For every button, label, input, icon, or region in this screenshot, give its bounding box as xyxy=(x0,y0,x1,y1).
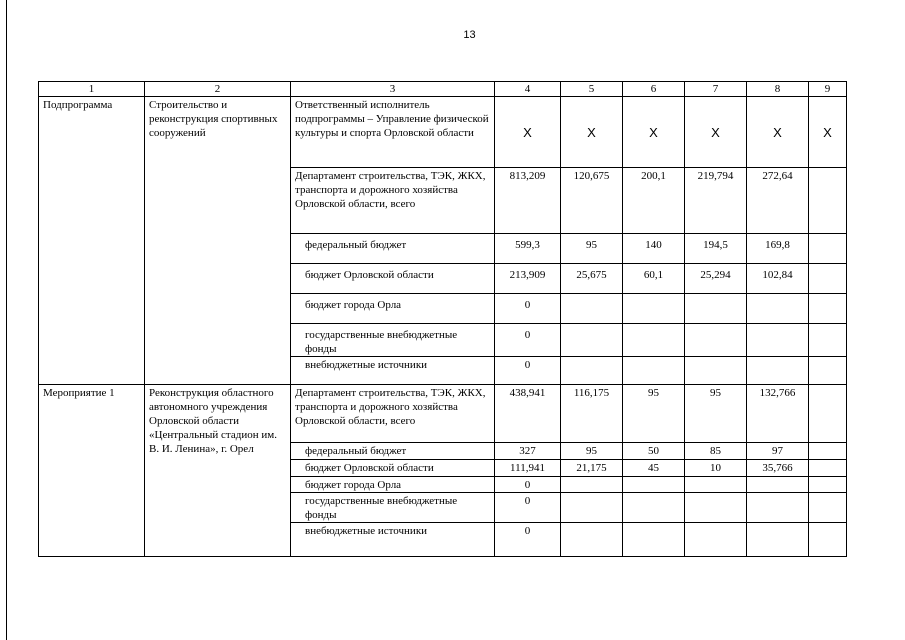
value-cell: 45 xyxy=(623,460,685,477)
value-cell xyxy=(809,523,847,557)
header-cell: 4 xyxy=(495,82,561,97)
value-cell: 132,766 xyxy=(747,385,809,443)
value-cell: 95 xyxy=(623,385,685,443)
value-cell: 194,5 xyxy=(685,234,747,264)
value-cell xyxy=(747,523,809,557)
value-cell xyxy=(809,294,847,324)
value-cell xyxy=(747,357,809,385)
value-cell: 95 xyxy=(561,234,623,264)
value-cell xyxy=(809,477,847,493)
value-cell xyxy=(809,493,847,523)
measure-label: Мероприятие 1 xyxy=(39,385,145,557)
row-name: государственные внебюджетные фонды xyxy=(291,493,495,523)
row-name: федеральный бюджет xyxy=(291,234,495,264)
header-cell: 5 xyxy=(561,82,623,97)
row-name: бюджет города Орла xyxy=(291,294,495,324)
value-cell: 0 xyxy=(495,324,561,357)
value-cell xyxy=(809,324,847,357)
header-cell: 9 xyxy=(809,82,847,97)
value-cell xyxy=(685,357,747,385)
row-name: Департамент строительства, ТЭК, ЖКХ, транспорта и дорожного хозяйства Орловской области, всего xyxy=(291,385,495,443)
header-row xyxy=(39,82,847,97)
value-cell xyxy=(747,294,809,324)
value-cell xyxy=(809,460,847,477)
value-cell: 25,294 xyxy=(685,264,747,294)
value-cell xyxy=(809,234,847,264)
row-name: внебюджетные источники xyxy=(291,523,495,557)
value-cell: 438,941 xyxy=(495,385,561,443)
value-cell xyxy=(747,493,809,523)
row-name: внебюджетные источники xyxy=(291,357,495,385)
value-cell xyxy=(561,493,623,523)
value-cell: 169,8 xyxy=(747,234,809,264)
value-cell xyxy=(809,443,847,460)
header-cell: 8 xyxy=(747,82,809,97)
measure-title: Реконструкция областного автономного учреждения Орловской области «Центральный стадион им. В. И. Ленина», г. Орел xyxy=(145,385,291,557)
subprogram-label: Подпрограмма xyxy=(39,97,145,385)
x-mark: X xyxy=(495,97,561,168)
value-cell: 60,1 xyxy=(623,264,685,294)
value-cell: 35,766 xyxy=(747,460,809,477)
value-cell xyxy=(809,357,847,385)
value-cell: 25,675 xyxy=(561,264,623,294)
value-cell xyxy=(685,523,747,557)
value-cell xyxy=(685,294,747,324)
value-cell: 85 xyxy=(685,443,747,460)
value-cell: 219,794 xyxy=(685,168,747,234)
value-cell: 116,175 xyxy=(561,385,623,443)
value-cell: 272,64 xyxy=(747,168,809,234)
x-mark: X xyxy=(747,97,809,168)
value-cell xyxy=(809,385,847,443)
value-cell xyxy=(809,168,847,234)
value-cell xyxy=(561,324,623,357)
row-name: бюджет Орловской области xyxy=(291,264,495,294)
value-cell xyxy=(561,477,623,493)
x-mark: X xyxy=(623,97,685,168)
page-number: 13 xyxy=(463,29,476,41)
value-cell xyxy=(623,357,685,385)
header-cell: 1 xyxy=(39,82,145,97)
value-cell: 95 xyxy=(685,385,747,443)
value-cell xyxy=(623,477,685,493)
value-cell: 97 xyxy=(747,443,809,460)
executor-cell: Ответственный исполнитель подпрограммы – Управление физической культуры и спорта Орловской области xyxy=(291,97,495,168)
row-name: бюджет города Орла xyxy=(291,477,495,493)
value-cell: 50 xyxy=(623,443,685,460)
value-cell xyxy=(623,294,685,324)
value-cell: 140 xyxy=(623,234,685,264)
header-cell: 7 xyxy=(685,82,747,97)
header-cell: 3 xyxy=(291,82,495,97)
value-cell: 10 xyxy=(685,460,747,477)
value-cell xyxy=(685,493,747,523)
x-mark: X xyxy=(561,97,623,168)
table-row xyxy=(39,385,847,443)
value-cell: 102,84 xyxy=(747,264,809,294)
value-cell: 0 xyxy=(495,477,561,493)
x-mark: X xyxy=(809,97,847,168)
row-name: государственные внебюджетные фонды xyxy=(291,324,495,357)
subprogram-title: Строительство и реконструкция спортивных сооружений xyxy=(145,97,291,385)
value-cell: 599,3 xyxy=(495,234,561,264)
row-name: федеральный бюджет xyxy=(291,443,495,460)
row-name: бюджет Орловской области xyxy=(291,460,495,477)
value-cell xyxy=(561,523,623,557)
x-mark: X xyxy=(685,97,747,168)
value-cell: 813,209 xyxy=(495,168,561,234)
budget-table xyxy=(38,81,847,557)
value-cell: 327 xyxy=(495,443,561,460)
value-cell xyxy=(747,324,809,357)
value-cell: 120,675 xyxy=(561,168,623,234)
value-cell: 0 xyxy=(495,294,561,324)
value-cell: 95 xyxy=(561,443,623,460)
value-cell: 111,941 xyxy=(495,460,561,477)
value-cell xyxy=(809,264,847,294)
table-row xyxy=(39,97,847,168)
value-cell xyxy=(685,477,747,493)
header-cell: 2 xyxy=(145,82,291,97)
value-cell: 0 xyxy=(495,523,561,557)
value-cell xyxy=(623,523,685,557)
value-cell: 0 xyxy=(495,357,561,385)
header-cell: 6 xyxy=(623,82,685,97)
value-cell xyxy=(561,294,623,324)
value-cell xyxy=(561,357,623,385)
row-name: Департамент строительства, ТЭК, ЖКХ, транспорта и дорожного хозяйства Орловской области, всего xyxy=(291,168,495,234)
value-cell: 200,1 xyxy=(623,168,685,234)
value-cell xyxy=(623,493,685,523)
left-margin-rule xyxy=(6,0,7,640)
value-cell xyxy=(685,324,747,357)
value-cell: 0 xyxy=(495,493,561,523)
value-cell: 21,175 xyxy=(561,460,623,477)
value-cell xyxy=(747,477,809,493)
value-cell xyxy=(623,324,685,357)
value-cell: 213,909 xyxy=(495,264,561,294)
